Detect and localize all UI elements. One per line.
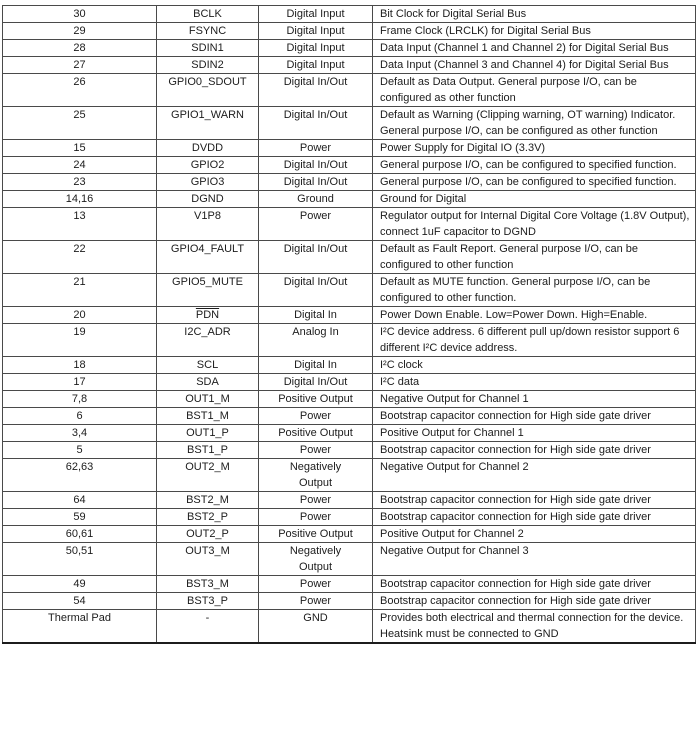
pin-description-cell: Provides both electrical and thermal connection for the device. Heatsink must be connected to GND (373, 610, 696, 644)
table-row (3, 593, 696, 610)
pin-type-cell: Digital Input (259, 6, 373, 23)
pin-type-cell: Positive Output (259, 526, 373, 543)
pin-type-cell: Positive Output (259, 425, 373, 442)
pin-number-cell: 29 (3, 23, 157, 40)
pin-name-cell: OUT1_P (157, 425, 259, 442)
table-row (3, 40, 696, 57)
table-row (3, 74, 696, 107)
pin-description-cell: Positive Output for Channel 1 (373, 425, 696, 442)
pin-number-cell: 25 (3, 107, 157, 140)
pin-number-cell: 54 (3, 593, 157, 610)
table-row (3, 208, 696, 241)
pin-description-cell: Data Input (Channel 3 and Channel 4) for Digital Serial Bus (373, 57, 696, 74)
pin-name-cell: BST2_P (157, 509, 259, 526)
pin-number-cell: 59 (3, 509, 157, 526)
table-row (3, 425, 696, 442)
pin-type-cell: Digital In/Out (259, 241, 373, 274)
pin-number-cell: 18 (3, 357, 157, 374)
pin-name-cell: FSYNC (157, 23, 259, 40)
table-row (3, 391, 696, 408)
pin-number-cell: 28 (3, 40, 157, 57)
table-row (3, 107, 696, 140)
pin-name-cell: GPIO2 (157, 157, 259, 174)
pin-name-cell: BST1_P (157, 442, 259, 459)
pin-name-cell: V1P8 (157, 208, 259, 241)
table-row (3, 191, 696, 208)
table-row (3, 442, 696, 459)
pin-type-cell: Digital In/Out (259, 107, 373, 140)
pin-type-cell: Power (259, 408, 373, 425)
pin-type-cell: Analog In (259, 324, 373, 357)
pin-name-cell: I2C_ADR (157, 324, 259, 357)
pin-type-cell: Digital In/Out (259, 74, 373, 107)
pin-description-cell: Data Input (Channel 1 and Channel 2) for Digital Serial Bus (373, 40, 696, 57)
pin-type-cell: Digital In/Out (259, 274, 373, 307)
table-row (3, 140, 696, 157)
pin-description-cell: I²C clock (373, 357, 696, 374)
pin-name-cell: OUT1_M (157, 391, 259, 408)
pin-number-cell: 64 (3, 492, 157, 509)
pin-description-cell: Power Supply for Digital IO (3.3V) (373, 140, 696, 157)
pin-name-cell: GPIO3 (157, 174, 259, 191)
pin-name-cell: GPIO0_SDOUT (157, 74, 259, 107)
pin-type-cell: Positive Output (259, 391, 373, 408)
pin-name-cell: BST3_M (157, 576, 259, 593)
table-row (3, 57, 696, 74)
pin-number-cell: 15 (3, 140, 157, 157)
pin-name-cell: GPIO4_FAULT (157, 241, 259, 274)
pin-name-cell: OUT2_M (157, 459, 259, 492)
pin-description-cell: Frame Clock (LRCLK) for Digital Serial Bus (373, 23, 696, 40)
table-row (3, 241, 696, 274)
pin-number-cell: Thermal Pad (3, 610, 157, 644)
pin-name-cell: SDIN2 (157, 57, 259, 74)
pin-description-cell: Default as Data Output. General purpose I/O, can be configured as other function (373, 74, 696, 107)
pin-description-cell: Power Down Enable. Low=Power Down. High=Enable. (373, 307, 696, 324)
pin-name-cell: SDIN1 (157, 40, 259, 57)
pin-number-cell: 50,51 (3, 543, 157, 576)
pin-description-cell: Bit Clock for Digital Serial Bus (373, 6, 696, 23)
pin-number-cell: 27 (3, 57, 157, 74)
pin-name-cell: DVDD (157, 140, 259, 157)
pin-description-cell: Default as Warning (Clipping warning, OT warning) Indicator. General purpose I/O, can be configured as other function (373, 107, 696, 140)
table-row (3, 526, 696, 543)
pin-name-cell: DGND (157, 191, 259, 208)
pin-number-cell: 3,4 (3, 425, 157, 442)
pin-description-table (2, 5, 696, 644)
pin-type-cell: Digital In/Out (259, 157, 373, 174)
pin-name-cell: GPIO1_WARN (157, 107, 259, 140)
pin-type-cell: Negatively Output (259, 459, 373, 492)
table-row (3, 6, 696, 23)
pin-name-cell: OUT2_P (157, 526, 259, 543)
pin-description-cell: I²C data (373, 374, 696, 391)
pin-number-cell: 26 (3, 74, 157, 107)
pin-description-cell: Bootstrap capacitor connection for High side gate driver (373, 492, 696, 509)
pin-type-cell: Power (259, 208, 373, 241)
pin-number-cell: 62,63 (3, 459, 157, 492)
pin-number-cell: 13 (3, 208, 157, 241)
pin-number-cell: 21 (3, 274, 157, 307)
pin-number-cell: 60,61 (3, 526, 157, 543)
pin-number-cell: 6 (3, 408, 157, 425)
pin-name-cell: - (157, 610, 259, 644)
pin-type-cell: Digital In/Out (259, 374, 373, 391)
pin-name-cell (157, 307, 259, 324)
pin-type-cell: Digital In (259, 307, 373, 324)
pin-number-cell: 24 (3, 157, 157, 174)
pin-number-cell: 14,16 (3, 191, 157, 208)
pin-type-cell: Digital In (259, 357, 373, 374)
pin-description-cell: Bootstrap capacitor connection for High side gate driver (373, 442, 696, 459)
pin-type-cell: Digital In/Out (259, 174, 373, 191)
pin-description-cell: Regulator output for Internal Digital Core Voltage (1.8V Output), connect 1uF capacitor to DGND (373, 208, 696, 241)
pin-number-cell: 22 (3, 241, 157, 274)
table-row (3, 492, 696, 509)
pin-description-cell: Negative Output for Channel 3 (373, 543, 696, 576)
pin-description-cell: I²C device address. 6 different pull up/down resistor support 6 different I²C device address. (373, 324, 696, 357)
pin-type-cell: Power (259, 492, 373, 509)
pin-number-cell: 23 (3, 174, 157, 191)
pin-type-cell: GND (259, 610, 373, 644)
pin-number-cell: 20 (3, 307, 157, 324)
table-row (3, 274, 696, 307)
pin-number-cell: 17 (3, 374, 157, 391)
pin-description-cell: Negative Output for Channel 2 (373, 459, 696, 492)
pin-number-cell: 19 (3, 324, 157, 357)
table-row (3, 324, 696, 357)
pin-description-cell: Bootstrap capacitor connection for High side gate driver (373, 408, 696, 425)
pin-type-cell: Digital Input (259, 23, 373, 40)
pin-description-cell: General purpose I/O, can be configured to specified function. (373, 174, 696, 191)
pin-description-cell: Default as Fault Report. General purpose I/O, can be configured to other function (373, 241, 696, 274)
pin-name-cell: SCL (157, 357, 259, 374)
pin-name-cell: BST3_P (157, 593, 259, 610)
table-row (3, 374, 696, 391)
table-row (3, 576, 696, 593)
pin-description-cell: Bootstrap capacitor connection for High side gate driver (373, 593, 696, 610)
pin-description-cell: Bootstrap capacitor connection for High side gate driver (373, 576, 696, 593)
pin-type-cell: Ground (259, 191, 373, 208)
table-row (3, 408, 696, 425)
table-row (3, 23, 696, 40)
pin-description-cell: Positive Output for Channel 2 (373, 526, 696, 543)
pin-name-cell: SDA (157, 374, 259, 391)
table-row (3, 307, 696, 324)
pin-number-cell: 5 (3, 442, 157, 459)
pin-description-cell: General purpose I/O, can be configured to specified function. (373, 157, 696, 174)
pin-type-cell: Digital Input (259, 40, 373, 57)
table-row (3, 610, 696, 644)
pin-type-cell: Power (259, 509, 373, 526)
pin-name-cell: BCLK (157, 6, 259, 23)
table-row (3, 459, 696, 492)
pin-type-cell: Negatively Output (259, 543, 373, 576)
pin-number-cell: 49 (3, 576, 157, 593)
pin-name-cell: OUT3_M (157, 543, 259, 576)
pin-description-cell: Bootstrap capacitor connection for High side gate driver (373, 509, 696, 526)
table-row (3, 543, 696, 576)
pin-description-cell: Negative Output for Channel 1 (373, 391, 696, 408)
pin-type-cell: Power (259, 593, 373, 610)
pin-type-cell: Digital Input (259, 57, 373, 74)
pin-number-cell: 7,8 (3, 391, 157, 408)
table-row (3, 174, 696, 191)
pin-number-cell: 30 (3, 6, 157, 23)
pin-table-body (3, 6, 696, 644)
active-low-signal-name: $\overline{PDN}$ (195, 309, 220, 321)
pin-type-cell: Power (259, 576, 373, 593)
pin-type-cell: Power (259, 442, 373, 459)
pin-name-cell: BST2_M (157, 492, 259, 509)
pin-description-cell: Default as MUTE function. General purpose I/O, can be configured to other function. (373, 274, 696, 307)
table-row (3, 157, 696, 174)
table-row (3, 509, 696, 526)
pin-name-cell: BST1_M (157, 408, 259, 425)
table-row (3, 357, 696, 374)
pin-description-cell: Ground for Digital (373, 191, 696, 208)
pin-type-cell: Power (259, 140, 373, 157)
pin-name-cell: GPIO5_MUTE (157, 274, 259, 307)
